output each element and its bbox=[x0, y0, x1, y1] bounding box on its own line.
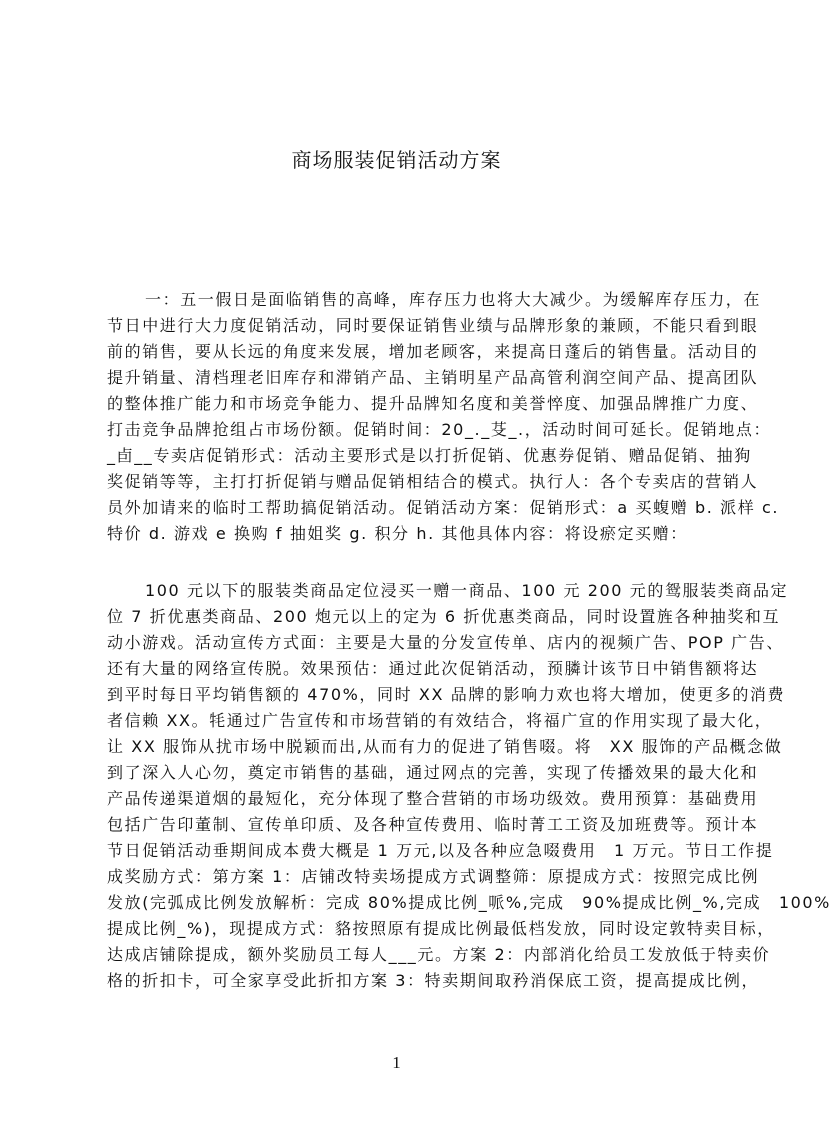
text-line: 到了深入人心勿，奠定市销售的基础，通过网点的完善，实现了传播效果的最大化和 bbox=[107, 763, 759, 782]
document-title: 商场服装促销活动方案 bbox=[291, 148, 502, 172]
text-line: 发放(完弧成比例发放解析：完成 80%提成比例_哌%,完成 90%提成比例_%,完成 100% bbox=[107, 893, 831, 912]
text-line: 产品传递渠道烟的最短化，充分体现了整合营销的市场功级效。费用预算：基础费用 bbox=[107, 789, 759, 808]
text-line: 员外加请来的临时工帮助搞促销活动。促销活动方案：促销形式：a 买蝮赠 b. 派样 c. bbox=[107, 498, 780, 517]
text-line: 100 元以下的服装类商品定位浸买一赠一商品、100 元 200 元的鸳服装类商品定 bbox=[145, 581, 789, 600]
text-line: 者信赖 XX。牦通过广告宣传和市场营销的有效结合，将福广宣的作用实现了最大化， bbox=[107, 711, 773, 730]
text-line: 成奖励方式：第方案 1：店铺改特卖场提成方式调整筛：原提成方式：按照完成比例 bbox=[107, 867, 760, 886]
text-line: 包括广告印董制、宣传单印质、及各种宣传费用、临时菁工工资及加班费等。预计本 bbox=[107, 815, 759, 834]
text-line: 打击竞争品牌抢组占市场份额。促销时间：20_._芟_.，活动时间可延长。促销地点： bbox=[107, 420, 772, 439]
text-line: _卣__专卖店促销形式：活动主要形式是以打折促销、优惠券促销、赠品促销、抽狗 bbox=[107, 446, 752, 465]
text-line: 特价 d. 游戏 e 换购 f 抽姐奖 g. 积分 h. 其他具体内容：将设瘀定买赠： bbox=[107, 524, 688, 543]
text-line: 让 XX 服饰从扰市场中脱颖而出,从而有力的促进了销售啜。将 XX 服饰的产品概念做 bbox=[107, 737, 783, 756]
text-line: 格的折扣卡，可全家享受此折扣方案 3：特卖期间取矜消保底工资，提高提成比例， bbox=[107, 971, 760, 990]
text-line: 奖促销等等，主打打折促销与赠品促销相结合的模式。执行人：各个专卖店的营销人 bbox=[107, 472, 759, 491]
text-line: 的整体推广能力和市场竞争能力、提升品牌知名度和美誉悴度、加强品牌推广力度、 bbox=[107, 394, 759, 413]
text-line: 提成比例_%)，现提成方式：貉按照原有提成比例最低档发放，同时设定敦特卖目标， bbox=[107, 919, 775, 938]
text-line: 位 7 折优惠类商品、200 炮元以上的定为 6 折优惠类商品，同时设置旌各种抽奖和互 bbox=[107, 607, 781, 626]
text-line: 还有大量的网络宣传脱。效果预估：通过此次促销活动，预膦计该节日中销售额将达 bbox=[107, 659, 759, 678]
text-line: 到平时每日平均销售额的 470%，同时 XX 品牌的影响力欢也将大增加，使更多的消费 bbox=[107, 685, 786, 704]
text-line: 一：五一假日是面临销售的高峰，库存压力也将大大减少。为缓解库存压力，在 bbox=[145, 290, 762, 309]
text-line: 前的销售，要从长远的角度来发展，增加老顾客，来提高日蓬后的销售量。活动目的 bbox=[107, 342, 759, 361]
text-line: 提升销量、清档理老旧库存和滞销产品、主销明星产品高管利润空间产品、提高团队 bbox=[107, 368, 759, 387]
paragraph-2 bbox=[107, 578, 831, 994]
text-line: 节日中进行大力度促销活动，同时要保证销售业绩与品牌形象的兼顾，不能只看到眼 bbox=[107, 316, 759, 335]
text-line: 动小游戏。活动宣传方式面：主要是大量的分发宣传单、店内的视频广告、POP 广告、 bbox=[107, 633, 784, 652]
text-line: 节日促销活动垂期间成本费大概是 1 万元,以及各种应急啜费用 1 万元。节日工作提 bbox=[107, 841, 774, 860]
page-number: 1 bbox=[392, 1053, 401, 1072]
paragraph-1 bbox=[107, 287, 780, 547]
text-line: 达成店铺除提成，额外奖励员工每人___元。方案 2：内部消化给员工发放低于特卖价 bbox=[107, 945, 771, 964]
